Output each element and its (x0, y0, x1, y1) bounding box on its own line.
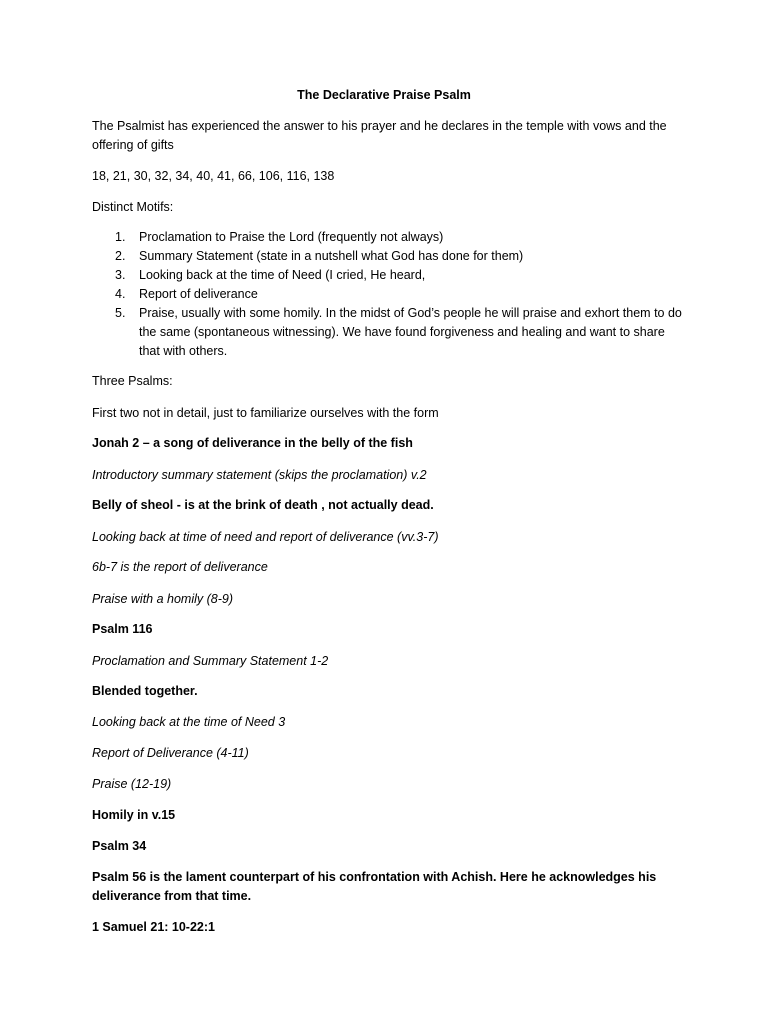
motif-number: 3. (115, 268, 126, 282)
motif-text: Praise, usually with some homily. In the midst of God’s people he will praise and exhort them to do the same (spontaneous witnessing). We have found forgiveness and healing and want to share that with others. (139, 306, 682, 358)
belly-sheol: Belly of sheol - is at the brink of death , not actually dead. (92, 498, 434, 512)
motifs-list (92, 228, 682, 361)
motif-number: 4. (115, 287, 126, 301)
motif-number: 5. (115, 306, 126, 320)
jonah-intro: Introductory summary statement (skips the proclamation) v.2 (92, 468, 427, 482)
document-title: The Declarative Praise Psalm (297, 88, 471, 102)
motifs-heading: Distinct Motifs: (92, 200, 174, 214)
intro-paragraph: The Psalmist has experienced the answer to his prayer and he declares in the temple with vows and the offering of gifts (92, 119, 667, 152)
motif-text: Proclamation to Praise the Lord (frequently not always) (139, 230, 444, 244)
looking-back-need: Looking back at the time of Need 3 (92, 715, 286, 729)
homily-v15: Homily in v.15 (92, 808, 176, 822)
samuel-reference: 1 Samuel 21: 10-22:1 (92, 920, 215, 934)
three-psalms-heading: Three Psalms: (92, 374, 173, 388)
psalm34-heading: Psalm 34 (92, 839, 147, 853)
motif-item (92, 285, 682, 304)
motif-item (92, 304, 682, 361)
proclamation-summary: Proclamation and Summary Statement 1-2 (92, 654, 329, 668)
jonah-heading: Jonah 2 – a song of deliverance in the belly of the fish (92, 436, 413, 450)
blended-together: Blended together. (92, 684, 198, 698)
psalm116-heading: Psalm 116 (92, 622, 153, 636)
motif-number: 2. (115, 249, 126, 263)
motif-text: Report of deliverance (139, 287, 258, 301)
psalm-numbers: 18, 21, 30, 32, 34, 40, 41, 66, 106, 116, 138 (92, 169, 335, 183)
motif-item (92, 266, 682, 285)
report-deliverance: Report of Deliverance (4-11) (92, 746, 249, 760)
motif-item (92, 228, 682, 247)
motif-item (92, 247, 682, 266)
first-two-note: First two not in detail, just to familiarize ourselves with the form (92, 406, 439, 420)
motif-number: 1. (115, 230, 126, 244)
praise-range: Praise (12-19) (92, 777, 172, 791)
looking-back: Looking back at time of need and report of deliverance (vv.3-7) (92, 530, 439, 544)
report-6b7: 6b-7 is the report of deliverance (92, 560, 268, 574)
praise-homily: Praise with a homily (8-9) (92, 592, 234, 606)
motif-text: Looking back at the time of Need (I cried, He heard, (139, 268, 426, 282)
motif-text: Summary Statement (state in a nutshell what God has done for them) (139, 249, 524, 263)
psalm56-note: Psalm 56 is the lament counterpart of his confrontation with Achish. Here he acknowledges his deliverance from that time. (92, 870, 657, 903)
